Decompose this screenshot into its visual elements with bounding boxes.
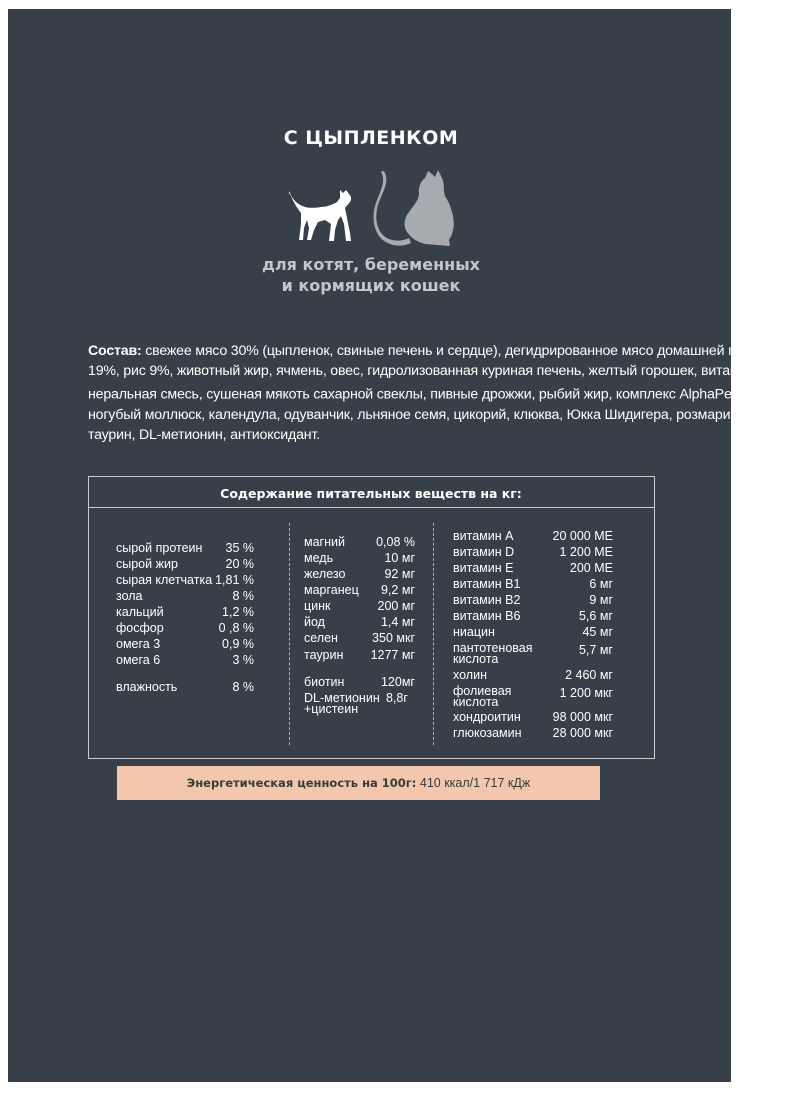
composition-line-2: 19%, рис 9%, животный жир, ячмень, овес, гидролизованная куриная печень, желтый горошек, витаминно-ми- xyxy=(88,363,797,379)
nutrient-value: 1 200 мкг xyxy=(559,686,613,700)
nutrient-row xyxy=(304,615,415,629)
nutrient-name: марганец xyxy=(304,583,359,597)
nutrient-row xyxy=(116,557,254,571)
nutrient-name: сырая клетчатка xyxy=(116,573,213,587)
nutrient-value: 1,2 % xyxy=(222,605,254,619)
nutrient-name: витамин D xyxy=(453,545,515,559)
nutrient-row xyxy=(304,648,415,662)
nutrient-row xyxy=(116,637,254,651)
nutrient-row xyxy=(304,631,415,645)
nutrient-value: 45 мг xyxy=(582,625,613,639)
composition-line-4: ногубый моллюск, календула, одуванчик, льняное семя, цикорий, клюква, Юкка Шидигера, розмарин), xyxy=(88,406,747,423)
nutrient-value: 5,6 мг xyxy=(578,609,613,623)
nutrient-row xyxy=(304,599,415,613)
nutrient-name: пантотеновая xyxy=(453,641,533,655)
column-divider-2 xyxy=(433,523,434,745)
nutrient-name: влажность xyxy=(116,680,178,694)
nutrient-value: 0,9 % xyxy=(222,637,254,651)
nutrient-value: 200 мг xyxy=(377,599,415,613)
nutrient-name-continued: кислота xyxy=(453,695,499,709)
nutrient-name: омега 3 xyxy=(116,637,161,651)
nutrient-name: биотин xyxy=(304,675,345,689)
nutrient-row xyxy=(453,609,613,623)
nutrient-row xyxy=(453,593,613,607)
nutrient-row xyxy=(304,567,415,581)
nutrient-row xyxy=(116,653,254,667)
nutrient-value: 1,81 % xyxy=(215,573,254,587)
nutrient-value: 28 000 мкг xyxy=(552,726,613,740)
nutrient-row xyxy=(304,535,415,549)
table-divider xyxy=(88,507,655,508)
nutrient-row xyxy=(453,561,613,575)
nutrient-value: 10 мг xyxy=(384,551,415,565)
nutrient-row xyxy=(116,573,254,587)
nutrient-name: кальций xyxy=(116,605,164,619)
nutrient-name: зола xyxy=(116,589,143,603)
nutrient-name: ниацин xyxy=(453,625,495,639)
nutrient-value: 9 мг xyxy=(589,593,613,607)
nutrient-row xyxy=(453,577,613,591)
nutrient-value: 200 МЕ xyxy=(569,561,613,575)
nutrient-row xyxy=(453,710,613,724)
nutrient-row xyxy=(453,668,613,682)
cats-illustration xyxy=(285,168,460,248)
nutrient-value: 120мг xyxy=(380,675,415,689)
nutrient-value: 8 % xyxy=(232,680,254,694)
nutrient-row xyxy=(116,621,254,635)
energy-label: Энергетическая ценность на 100г: xyxy=(186,776,417,790)
nutrient-value: 0 ,8 % xyxy=(218,621,254,635)
nutrient-value: 20 % xyxy=(225,557,254,571)
nutrient-row xyxy=(453,641,613,669)
composition-line-3-end: (зеле- xyxy=(764,386,807,403)
nutrient-row xyxy=(116,680,254,694)
nutrient-name: селен xyxy=(304,631,338,645)
nutrient-name-continued: +цистеин xyxy=(304,702,359,716)
nutrient-name: витамин А xyxy=(453,529,514,543)
adult-cat-icon xyxy=(373,170,453,246)
nutrient-row xyxy=(453,529,613,543)
nutrient-name: холин xyxy=(453,668,487,682)
composition-label: Состав: xyxy=(88,343,142,359)
composition-text xyxy=(88,341,807,445)
composition-line-3: неральная смесь, сушеная мякоть сахарной свеклы, пивные дрожжи, рыбий жир, комплекс AlphaPetBIO xyxy=(88,386,760,403)
nutrient-name: железо xyxy=(304,567,346,581)
nutrient-row xyxy=(453,625,613,639)
energy-amount: 410 ккал/1 717 кДж xyxy=(416,776,531,790)
nutrient-value: 8 % xyxy=(232,589,254,603)
kitten-icon xyxy=(289,190,351,241)
nutrient-row xyxy=(304,551,415,565)
nutrient-value: 6 мг xyxy=(589,577,613,591)
nutrient-name: фосфор xyxy=(116,621,164,635)
nutrient-name: таурин xyxy=(304,648,344,662)
nutrient-name: витамин В1 xyxy=(453,577,521,591)
nutrient-name: цинк xyxy=(304,599,331,613)
nutrient-name: витамин В2 xyxy=(453,593,521,607)
target-audience xyxy=(0,254,742,296)
subtitle-line-1: для котят, беременных xyxy=(262,255,480,274)
nutrient-row xyxy=(116,589,254,603)
nutrient-value: 9,2 мг xyxy=(380,583,415,597)
nutrient-row xyxy=(304,675,415,689)
nutrient-name: омега 6 xyxy=(116,653,161,667)
nutrient-value: 350 мкг xyxy=(372,631,415,645)
nutrient-value: 20 000 МЕ xyxy=(552,529,613,543)
nutrient-name: магний xyxy=(304,535,345,549)
nutrient-value: 1277 мг xyxy=(370,648,415,662)
nutrient-value: 0,08 % xyxy=(376,535,415,549)
nutrient-name: глюкозамин xyxy=(453,726,522,740)
nutrient-name: витамин Е xyxy=(453,561,514,575)
nutrient-name: фолиевая xyxy=(453,684,512,698)
nutrient-name: хондроитин xyxy=(453,710,521,724)
energy-band xyxy=(117,766,600,800)
nutrient-name-continued: кислота xyxy=(453,652,499,666)
nutrient-value: 98 000 мкг xyxy=(552,710,613,724)
nutrient-row xyxy=(453,545,613,559)
nutrient-value: 35 % xyxy=(225,541,254,555)
composition-line-1: свежее мясо 30% (цыпленок, свиные печень и сердце), дегидрированное мясо домашней птицы xyxy=(141,343,768,359)
nutrient-value: 92 мг xyxy=(384,567,415,581)
nutrient-name: витамин В6 xyxy=(453,609,521,623)
nutrient-name: сырой жир xyxy=(116,557,178,571)
product-title: С ЦЫПЛЕНКОМ xyxy=(283,127,459,149)
column-divider-1 xyxy=(289,523,290,745)
nutrients-title: Содержание питательных веществ на кг: xyxy=(220,486,522,501)
nutrient-value: 3 % xyxy=(232,653,254,667)
subtitle-line-2: и кормящих кошек xyxy=(281,276,461,295)
composition-line-5: таурин, DL-метионин, антиоксидант. xyxy=(88,426,320,443)
nutrient-row xyxy=(304,583,415,597)
energy-value xyxy=(117,776,600,790)
nutrient-value: 1,4 мг xyxy=(380,615,415,629)
nutrient-name: йод xyxy=(304,615,325,629)
nutrient-name: медь xyxy=(304,551,334,565)
nutrient-value: 1 200 МЕ xyxy=(559,545,613,559)
nutrient-row xyxy=(453,684,613,712)
nutrient-row xyxy=(116,541,254,555)
nutrient-value: 2 460 мг xyxy=(565,668,613,682)
nutrient-name: сырой протеин xyxy=(116,541,203,555)
trademark-symbol: ® xyxy=(759,386,765,395)
nutrient-row xyxy=(304,691,415,719)
nutrient-row xyxy=(116,605,254,619)
nutrient-value: 5,7 мг xyxy=(578,643,613,657)
nutrient-value: 8,8г xyxy=(386,691,408,705)
nutrient-name: DL-метионин xyxy=(304,691,380,705)
nutrient-row xyxy=(453,726,613,740)
